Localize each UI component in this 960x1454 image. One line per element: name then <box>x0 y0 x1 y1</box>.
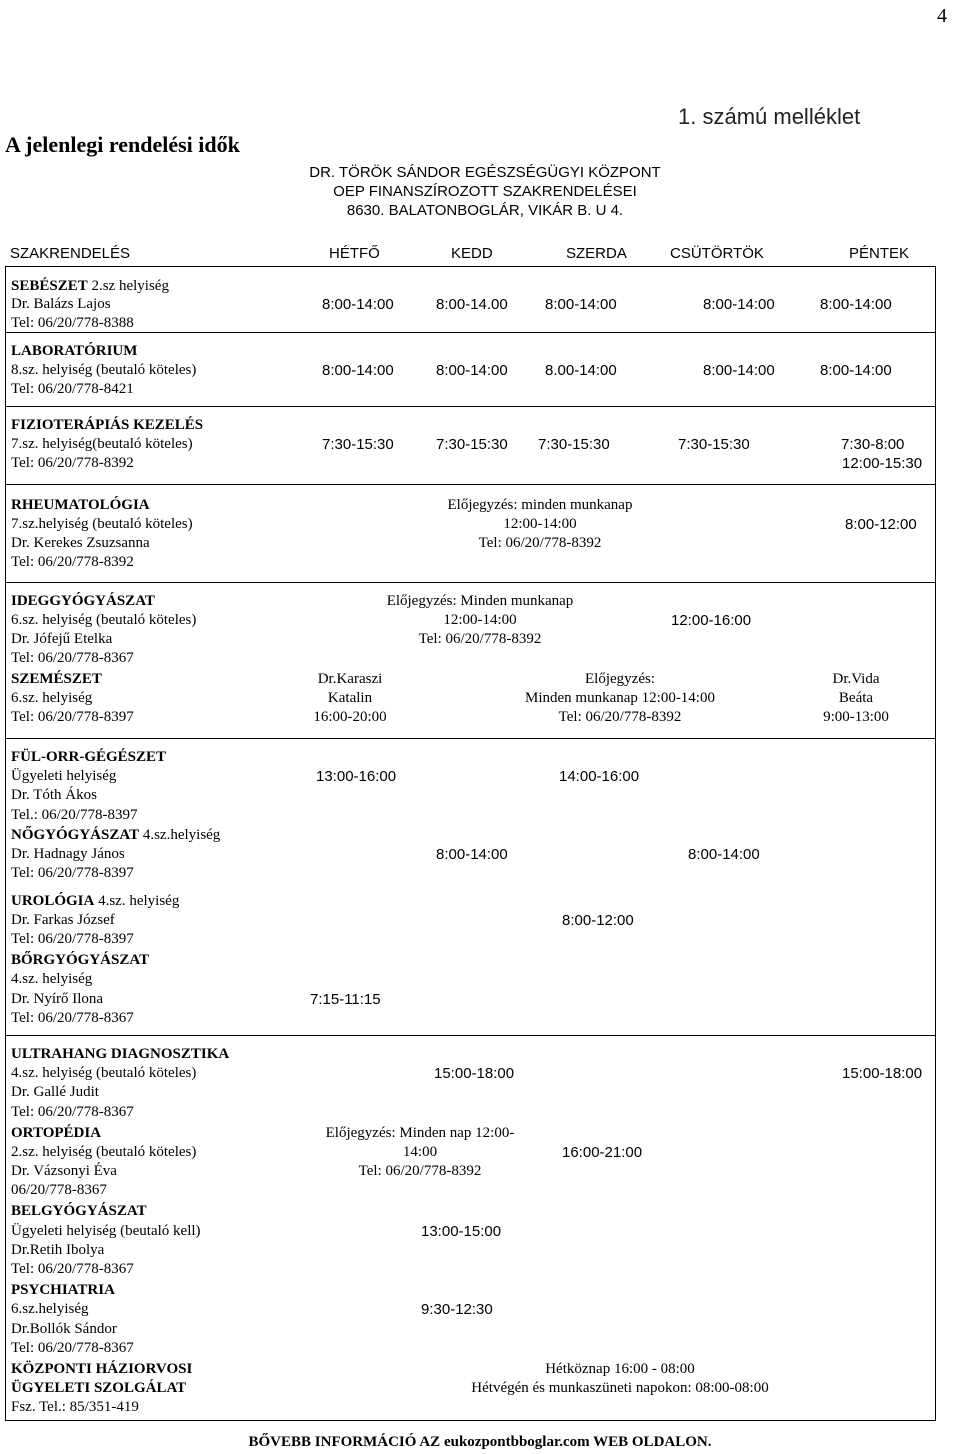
fizio-phone: Tel: 06/20/778-8392 <box>11 455 134 471</box>
orto-room: 2.sz. helyiség (beutaló köteles) <box>11 1144 197 1160</box>
uh-phone: Tel: 06/20/778-8367 <box>11 1104 134 1120</box>
reuma-phone: Tel: 06/20/778-8392 <box>11 554 134 570</box>
fizio-fri-1: 7:30-8:00 <box>841 436 905 453</box>
ful-title: FÜL-ORR-GÉGÉSZET <box>11 749 167 765</box>
haz-title-2: ÜGYELETI SZOLGÁLAT <box>11 1380 187 1396</box>
orto-wed: 16:00-21:00 <box>562 1144 643 1161</box>
orto-phone: 06/20/778-8367 <box>11 1182 107 1198</box>
ful-phone: Tel.: 06/20/778-8397 <box>11 807 138 823</box>
szem-booking-2: Minden munkanap 12:00-14:00 <box>525 690 715 706</box>
reuma-booking-2: 12:00-14:00 <box>503 516 577 532</box>
psych-room: 6.sz.helyiség <box>11 1301 89 1317</box>
psych-phone: Tel: 06/20/778-8367 <box>11 1340 134 1356</box>
sebeszet-phone: Tel: 06/20/778-8388 <box>11 315 134 331</box>
szem-mon-1: Dr.Karaszi <box>317 671 383 687</box>
table-border-left <box>5 266 6 1420</box>
fizio-wed: 7:30-15:30 <box>538 436 610 453</box>
uro-doctor: Dr. Farkas József <box>11 912 115 928</box>
fizio-fri-2: 12:00-15:30 <box>842 455 923 472</box>
col-hetfo: HÉTFŐ <box>329 245 380 262</box>
table-rule <box>5 1420 936 1421</box>
reuma-title: RHEUMATOLÓGIA <box>11 497 150 513</box>
bor-doctor: Dr. Nyírő Ilona <box>11 991 104 1007</box>
ideg-doctor: Dr. Jófejű Etelka <box>11 631 113 647</box>
sebeszet-fri: 8:00-14:00 <box>820 296 892 313</box>
haz-phone: Fsz. Tel.: 85/351-419 <box>11 1399 139 1415</box>
reuma-booking-1: Előjegyzés: minden munkanap <box>447 497 633 513</box>
col-csutortok: CSÜTÖRTÖK <box>670 245 764 262</box>
reuma-room: 7.sz.helyiség (beutaló köteles) <box>11 516 193 532</box>
labor-room: 8.sz. helyiség (beutaló köteles) <box>11 362 197 378</box>
row-divider <box>5 738 936 739</box>
fizio-mon: 7:30-15:30 <box>322 436 394 453</box>
szem-fri-1: Dr.Vida <box>832 671 880 687</box>
szem-room: 6.sz. helyiség <box>11 690 93 706</box>
orto-doctor: Dr. Vázsonyi Éva <box>11 1163 117 1179</box>
belgy-room: Ügyeleti helyiség (beutaló kell) <box>11 1223 201 1239</box>
fizio-tue: 7:30-15:30 <box>436 436 508 453</box>
ideg-title: IDEGGYÓGYÁSZAT <box>11 593 155 609</box>
ideg-room: 6.sz. helyiség (beutaló köteles) <box>11 612 197 628</box>
noi-thu: 8:00-14:00 <box>688 846 760 863</box>
labor-thu: 8:00-14:00 <box>703 362 775 379</box>
fizio-room: 7.sz. helyiség(beutaló köteles) <box>11 436 193 452</box>
orto-title: ORTOPÉDIA <box>11 1125 102 1141</box>
ideg-booking-1: Előjegyzés: Minden munkanap <box>386 593 574 609</box>
row-divider <box>5 332 936 333</box>
ideg-booking-3: Tel: 06/20/778-8392 <box>418 631 542 647</box>
bor-phone: Tel: 06/20/778-8367 <box>11 1010 134 1026</box>
orto-booking-3: Tel: 06/20/778-8392 <box>358 1163 482 1179</box>
szem-fri-3: 9:00-13:00 <box>823 709 889 725</box>
col-szerda: SZERDA <box>566 245 627 262</box>
orto-booking-2: 14:00 <box>402 1144 438 1160</box>
table-rule <box>5 266 936 267</box>
szem-booking-1: Előjegyzés: <box>585 671 655 687</box>
belgy-doctor: Dr.Retih Ibolya <box>11 1242 105 1258</box>
labor-tue: 8:00-14:00 <box>436 362 508 379</box>
uh-room: 4.sz. helyiség (beutaló köteles) <box>11 1065 197 1081</box>
table-border-right <box>935 266 936 1420</box>
labor-fri: 8:00-14:00 <box>820 362 892 379</box>
labor-title: LABORATÓRIUM <box>11 343 138 359</box>
col-szakrendeles: SZAKRENDELÉS <box>10 245 131 262</box>
sebeszet-mon: 8:00-14:00 <box>322 296 394 313</box>
ful-wed: 14:00-16:00 <box>559 768 640 785</box>
haz-title-1: KÖZPONTI HÁZIORVOSI <box>11 1361 193 1377</box>
labor-wed: 8.00-14:00 <box>545 362 617 379</box>
noi-doctor: Dr. Hadnagy János <box>11 846 125 862</box>
col-pentek: PÉNTEK <box>849 245 910 262</box>
labor-phone: Tel: 06/20/778-8421 <box>11 381 134 397</box>
szem-phone: Tel: 06/20/778-8397 <box>11 709 134 725</box>
orto-booking-1: Előjegyzés: Minden nap 12:00- <box>325 1125 515 1141</box>
szem-booking-3: Tel: 06/20/778-8392 <box>558 709 682 725</box>
sebeszet-title: SEBÉSZET 2.sz helyiség <box>11 278 169 294</box>
bor-room: 4.sz. helyiség <box>11 971 93 987</box>
psych-doctor: Dr.Bollók Sándor <box>11 1321 117 1337</box>
header-line-2: OEP FINANSZÍROZOTT SZAKRENDELÉSEI <box>333 183 637 200</box>
ful-mon: 13:00-16:00 <box>316 768 397 785</box>
psych-tue: 9:30-12:30 <box>421 1301 493 1318</box>
labor-mon: 8:00-14:00 <box>322 362 394 379</box>
uro-wed: 8:00-12:00 <box>562 912 634 929</box>
sebeszet-thu: 8:00-14:00 <box>703 296 775 313</box>
ful-doctor: Dr. Tóth Ákos <box>11 787 97 803</box>
ideg-thu: 12:00-16:00 <box>671 612 752 629</box>
page-number: 4 <box>937 5 947 27</box>
psych-title: PSYCHIATRIA <box>11 1282 115 1298</box>
uh-title: ULTRAHANG DIAGNOSZTIKA <box>11 1046 230 1062</box>
fizio-thu: 7:30-15:30 <box>678 436 750 453</box>
haz-weekend: Hétvégén és munkaszüneti napokon: 08:00-08:00 <box>471 1380 769 1396</box>
header-line-1: DR. TÖRÖK SÁNDOR EGÉSZSÉGÜGYI KÖZPONT <box>309 164 661 181</box>
belgy-title: BELGYÓGYÁSZAT <box>11 1203 147 1219</box>
haz-weekday: Hétköznap 16:00 - 08:00 <box>545 1361 695 1377</box>
belgy-phone: Tel: 06/20/778-8367 <box>11 1261 134 1277</box>
noi-phone: Tel: 06/20/778-8397 <box>11 865 134 881</box>
bor-mon: 7:15-11:15 <box>310 991 381 1008</box>
annex-label: 1. számú melléklet <box>678 104 861 129</box>
reuma-doctor: Dr. Kerekes Zsuzsanna <box>11 535 150 551</box>
ideg-booking-2: 12:00-14:00 <box>443 612 517 628</box>
fizio-title: FIZIOTERÁPIÁS KEZELÉS <box>11 417 204 433</box>
szem-fri-2: Beáta <box>838 690 874 706</box>
reuma-booking-3: Tel: 06/20/778-8392 <box>478 535 602 551</box>
noi-tue: 8:00-14:00 <box>436 846 508 863</box>
sebeszet-doctor: Dr. Balázs Lajos <box>11 296 111 312</box>
noi-title: NŐGYÓGYÁSZAT 4.sz.helyiség <box>11 827 221 843</box>
uh-tue: 15:00-18:00 <box>434 1065 515 1082</box>
uro-phone: Tel: 06/20/778-8397 <box>11 931 134 947</box>
header-line-3: 8630. BALATONBOGLÁR, VIKÁR B. U 4. <box>346 202 624 219</box>
uro-title: UROLÓGIA 4.sz. helyiség <box>11 893 180 909</box>
reuma-fri: 8:00-12:00 <box>845 516 917 533</box>
row-divider <box>5 582 936 583</box>
row-divider <box>5 1035 936 1036</box>
sebeszet-tue: 8:00-14.00 <box>436 296 508 313</box>
footer-info: BŐVEBB INFORMÁCIÓ AZ eukozpontbboglar.com WEB OLDALON. <box>248 1434 712 1450</box>
sebeszet-wed: 8:00-14:00 <box>545 296 617 313</box>
ideg-phone: Tel: 06/20/778-8367 <box>11 650 134 666</box>
szem-title: SZEMÉSZET <box>11 671 102 687</box>
doc-title: A jelenlegi rendelési idők <box>5 132 240 157</box>
szem-mon-2: Katalin <box>327 690 373 706</box>
bor-title: BŐRGYÓGYÁSZAT <box>11 952 150 968</box>
row-divider <box>5 406 936 407</box>
uh-doctor: Dr. Gallé Judit <box>11 1084 99 1100</box>
uh-fri: 15:00-18:00 <box>842 1065 923 1082</box>
col-kedd: KEDD <box>451 245 493 262</box>
ful-room: Ügyeleti helyiség <box>11 768 117 784</box>
szem-mon-3: 16:00-20:00 <box>313 709 387 725</box>
belgy-tue: 13:00-15:00 <box>421 1223 502 1240</box>
row-divider <box>5 484 936 485</box>
